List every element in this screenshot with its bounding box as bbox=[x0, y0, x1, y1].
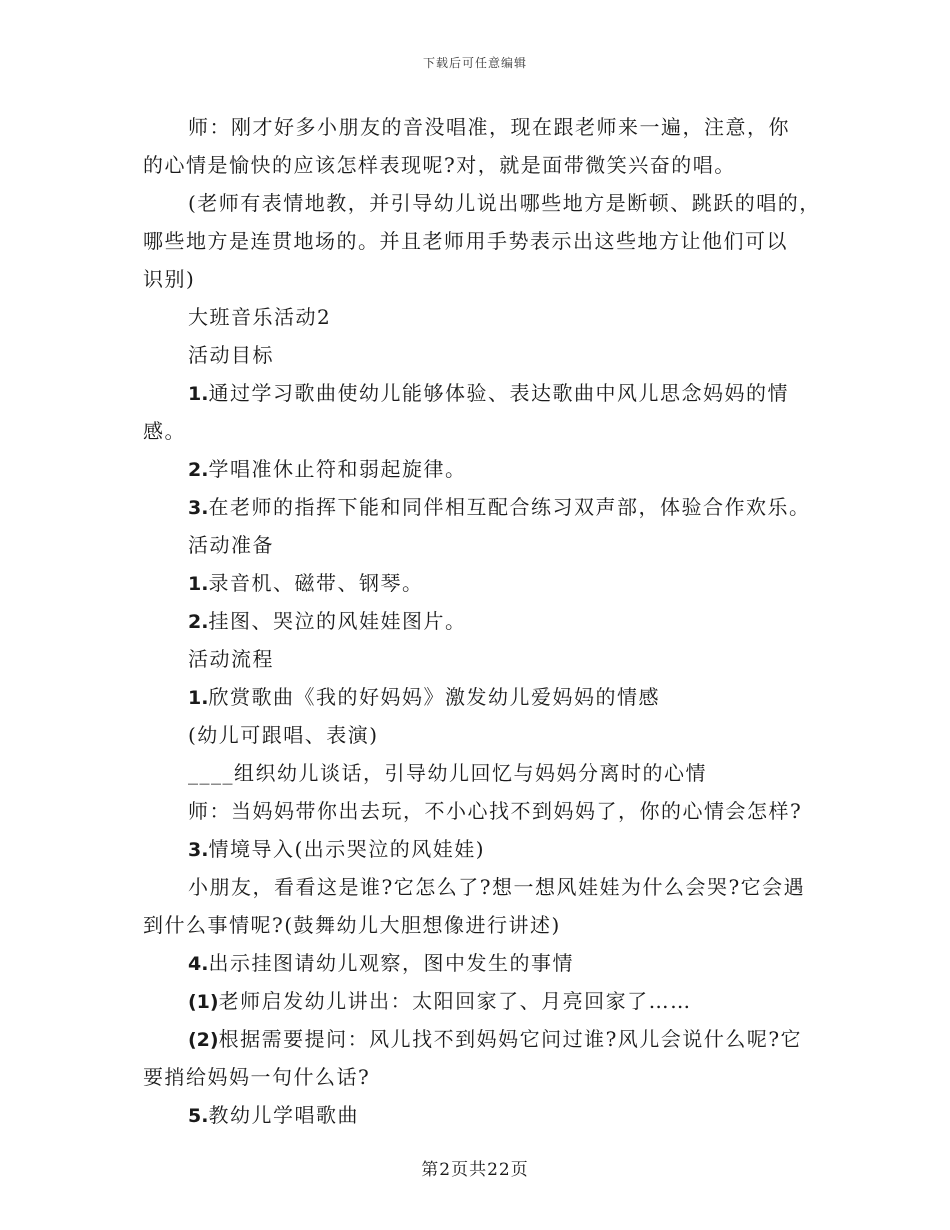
text-line bbox=[143, 1020, 823, 1058]
list-number: 4. bbox=[188, 953, 209, 975]
line-text: (幼儿可跟唱、表演) bbox=[188, 723, 379, 747]
line-text: 挂图、哭泣的风娃娃图片。 bbox=[208, 609, 467, 633]
line-text: 感。 bbox=[143, 419, 186, 443]
text-line bbox=[143, 564, 823, 602]
text-line bbox=[143, 184, 823, 222]
line-text: 学唱准休止符和弱起旋律。 bbox=[208, 457, 467, 481]
text-line bbox=[143, 792, 823, 830]
line-text: ____组织幼儿谈话，引导幼儿回忆与妈妈分离时的心情 bbox=[188, 761, 707, 785]
line-text: 根据需要提问：风儿找不到妈妈它问过谁?风儿会说什么呢?它 bbox=[218, 1027, 803, 1051]
list-number: 5. bbox=[188, 1105, 209, 1127]
line-text: 老师启发幼儿讲出：太阳回家了、月亮回家了…… bbox=[218, 989, 692, 1013]
line-text: 哪些地方是连贯地场的。并且老师用手势表示出这些地方让他们可以 bbox=[143, 229, 788, 253]
text-line bbox=[143, 868, 823, 906]
text-line bbox=[143, 260, 823, 298]
text-line bbox=[143, 944, 823, 982]
line-text: 活动流程 bbox=[188, 647, 274, 671]
text-line bbox=[143, 336, 823, 374]
list-number: 1. bbox=[188, 687, 209, 709]
line-text: 在老师的指挥下能和同伴相互配合练习双声部，体验合作欢乐。 bbox=[208, 495, 811, 519]
text-line bbox=[143, 1058, 823, 1096]
text-line bbox=[143, 298, 823, 336]
text-line bbox=[143, 754, 823, 792]
list-number: 2. bbox=[188, 611, 209, 633]
line-text: 教幼儿学唱歌曲 bbox=[208, 1103, 359, 1127]
text-line bbox=[143, 412, 823, 450]
line-text: 大班音乐活动2 bbox=[188, 305, 332, 329]
text-line bbox=[143, 830, 823, 868]
line-text: 活动准备 bbox=[188, 533, 274, 557]
text-line bbox=[143, 146, 823, 184]
line-text: 小朋友，看看这是谁?它怎么了?想一想风娃娃为什么会哭?它会遇 bbox=[188, 875, 806, 899]
line-text: 录音机、磁带、钢琴。 bbox=[208, 571, 424, 595]
list-number: (1) bbox=[188, 991, 219, 1013]
text-line bbox=[143, 450, 823, 488]
page-header: 下载后可任意编辑 bbox=[422, 56, 527, 70]
line-text: 的心情是愉快的应该怎样表现呢?对，就是面带微笑兴奋的唱。 bbox=[143, 153, 736, 177]
text-line bbox=[143, 716, 823, 754]
list-number: 1. bbox=[188, 383, 209, 405]
document-body bbox=[143, 108, 823, 1134]
page-number: 第2页共22页 bbox=[421, 1160, 529, 1180]
text-line bbox=[143, 108, 823, 146]
text-line bbox=[143, 906, 823, 944]
line-text: (老师有表情地教，并引导幼儿说出哪些地方是断顿、跳跃的唱的， bbox=[188, 191, 821, 215]
line-text: 师：刚才好多小朋友的音没唱准，现在跟老师来一遍，注意，你 bbox=[188, 115, 790, 139]
text-line bbox=[143, 982, 823, 1020]
line-text: 识别) bbox=[143, 267, 196, 291]
text-line bbox=[143, 678, 823, 716]
list-number: (2) bbox=[188, 1029, 219, 1051]
line-text: 师：当妈妈带你出去玩，不小心找不到妈妈了，你的心情会怎样? bbox=[188, 799, 803, 823]
list-number: 2. bbox=[188, 459, 209, 481]
line-text: 活动目标 bbox=[188, 343, 274, 367]
text-line bbox=[143, 602, 823, 640]
text-line bbox=[143, 222, 823, 260]
line-text: 通过学习歌曲使幼儿能够体验、表达歌曲中风儿思念妈妈的情 bbox=[208, 381, 789, 405]
line-text: 到什么事情呢?(鼓舞幼儿大胆想像进行讲述) bbox=[143, 913, 561, 937]
line-text: 出示挂图请幼儿观察，图中发生的事情 bbox=[208, 951, 574, 975]
line-text: 情境导入(出示哭泣的风娃娃) bbox=[208, 837, 486, 861]
text-line bbox=[143, 1096, 823, 1134]
line-text: 欣赏歌曲《我的好妈妈》激发幼儿爱妈妈的情感 bbox=[208, 685, 660, 709]
list-number: 1. bbox=[188, 573, 209, 595]
text-line bbox=[143, 640, 823, 678]
line-text: 要捎给妈妈一句什么话? bbox=[143, 1065, 371, 1089]
list-number: 3. bbox=[188, 839, 209, 861]
text-line bbox=[143, 374, 823, 412]
text-line bbox=[143, 488, 823, 526]
text-line bbox=[143, 526, 823, 564]
list-number: 3. bbox=[188, 497, 209, 519]
